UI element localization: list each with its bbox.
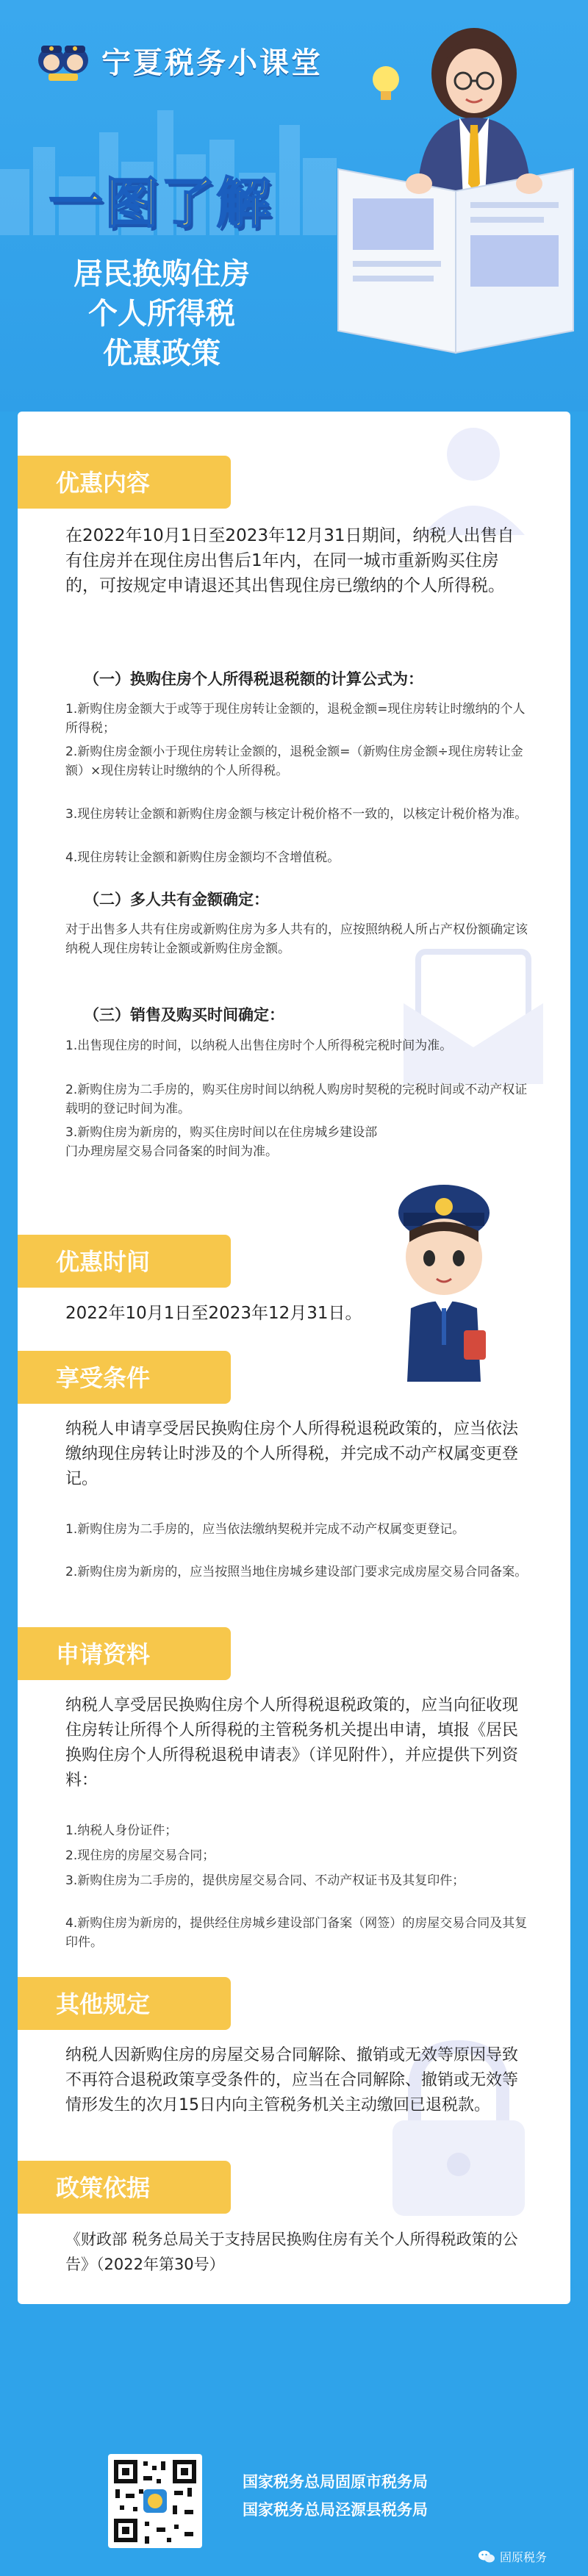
- period-text: 2022年10月1日至2023年12月31日。: [65, 1304, 362, 1323]
- section-title: 享受条件: [56, 1364, 151, 1392]
- footer: [0, 2304, 588, 2576]
- brand: [35, 38, 323, 82]
- tax-mascot-logo-icon: [35, 38, 91, 82]
- section-header-basis: [18, 2161, 231, 2214]
- basis-text: 《财政部 税务总局关于支持居民换购住房有关个人所得税政策的公告》（2022年第30号）: [65, 2231, 518, 2273]
- list-item: 2.新购住房为新房的，应当按照当地住房城乡建设部门要求完成房屋交易合同备案。: [65, 1565, 528, 1579]
- subheading-co-ownership: （二）多人共有金额确定：: [84, 891, 269, 908]
- list-item: 1.出售现住房的时间，以纳税人出售住房时个人所得税完税时间为准。: [65, 1038, 453, 1053]
- list-item: 2.新购住房为二手房的，购买住房时间以纳税人购房时契税的完税时间或不动产权证载明的登记时间为准。: [65, 1083, 528, 1116]
- section-title: 优惠时间: [56, 1248, 151, 1276]
- hero-subtitle-line-3: 优惠政策: [103, 337, 220, 370]
- subheading-formula: （一）换购住房个人所得税退税额的计算公式为：: [84, 670, 423, 688]
- section-header-preferential: [18, 456, 231, 509]
- section-title: 申请资料: [56, 1640, 151, 1668]
- list-item: 1.新购住房金额大于或等于现住房转让金额的，退税金额=现住房转让时缴纳的个人所得税；: [65, 702, 526, 736]
- teacher-with-book-illustration: [309, 7, 588, 404]
- list-item: 3.新购住房为新房的，购买住房时间以在住房城乡建设部门办理房屋交易合同备案的时间为准。: [65, 1125, 378, 1159]
- materials-text: 纳税人享受居民换购住房个人所得税退税政策的，应当向征收现住房转让所得个人所得税的主管税务机关提出申请，填报《居民换购住房个人所得税退税申请表》（详见附件），并应提供下列资料：: [65, 1696, 519, 1790]
- list-item: 3.现住房转让金额和新购住房金额与核定计税价格不一致的，以核定计税价格为准。: [65, 807, 528, 822]
- content-card: [18, 412, 570, 2304]
- qr-code[interactable]: [108, 2454, 202, 2548]
- list-item: 4.新购住房为新房的，提供经住房城乡建设部门备案（网签）的房屋交易合同及其复印件。: [65, 1916, 528, 1950]
- conditions-text: 纳税人申请享受居民换购住房个人所得税退税政策的，应当依法缴纳现住房转让时涉及的个人所得税，并完成不动产权属变更登记。: [65, 1420, 519, 1488]
- preferential-intro: 在2022年10月1日至2023年12月31日期间，纳税人出售自有住房并在现住房出售后1年内，在同一城市重新购买住房的，可按规定申请退还其出售现住房已缴纳的个人所得税。: [65, 526, 514, 595]
- list-item: 2.新购住房金额小于现住房转让金额的，退税金额=（新购住房金额÷现住房转让金额）×现住房转让时缴纳的个人所得税。: [65, 745, 523, 778]
- wechat-account-watermark: [478, 2548, 547, 2565]
- list-item: 2.现住房的房屋交易合同；: [65, 1848, 215, 1863]
- list-item: 3.新购住房为二手房的，提供房屋交易合同、不动产权证书及其复印件；: [65, 1873, 465, 1888]
- section-title: 政策依据: [56, 2174, 151, 2202]
- co-ownership-text: 对于出售多人共有住房或新购住房为多人共有的，应按照纳税人所占产权份额确定该纳税人现住房转让金额或新购住房金额。: [65, 922, 528, 956]
- other-text: 纳税人因新购住房的房屋交易合同解除、撤销或无效等原因导致不再符合退税政策享受条件的，应当在合同解除、撤销或无效等情形发生的次月15日内向主管税务机关主动缴回已退税款。: [65, 2046, 519, 2114]
- list-item: 1.新购住房为二手房的，应当依法缴纳契税并完成不动产权属变更登记。: [65, 1522, 465, 1537]
- footer-org-line-2: 国家税务总局泾源县税务局: [243, 2501, 428, 2519]
- person-silhouette-icon: [392, 417, 554, 535]
- list-item: 4.现住房转让金额和新购住房金额均不含增值税。: [65, 850, 340, 865]
- lightbulb-icon: [373, 66, 399, 100]
- envelope-document-icon: [396, 944, 551, 1091]
- header-banner: [0, 0, 588, 412]
- subheading-timing: （三）销售及购买时间确定：: [84, 1006, 284, 1024]
- hero-title: 一图了解: [49, 172, 272, 235]
- hero-subtitle-line-2: 个人所得税: [88, 297, 235, 331]
- tax-officer-mascot-illustration: [381, 1169, 506, 1382]
- section-header-period: [18, 1235, 231, 1288]
- hero-subtitle-line-1: 居民换购住房: [74, 257, 250, 291]
- section-title: 其他规定: [56, 1990, 151, 2018]
- list-item: 1.纳税人身份证件；: [65, 1823, 178, 1838]
- section-title: 优惠内容: [56, 469, 151, 497]
- section-header-conditions: [18, 1351, 231, 1404]
- qr-code-icon: [108, 2454, 202, 2548]
- wechat-account-name: 固原税务: [500, 2550, 548, 2564]
- wechat-icon: [478, 2550, 495, 2564]
- footer-org-line-1: 国家税务总局固原市税务局: [243, 2473, 428, 2491]
- brand-title: 宁夏税务小课堂: [101, 46, 323, 80]
- section-header-other: [18, 1977, 231, 2030]
- section-header-materials: [18, 1627, 231, 1680]
